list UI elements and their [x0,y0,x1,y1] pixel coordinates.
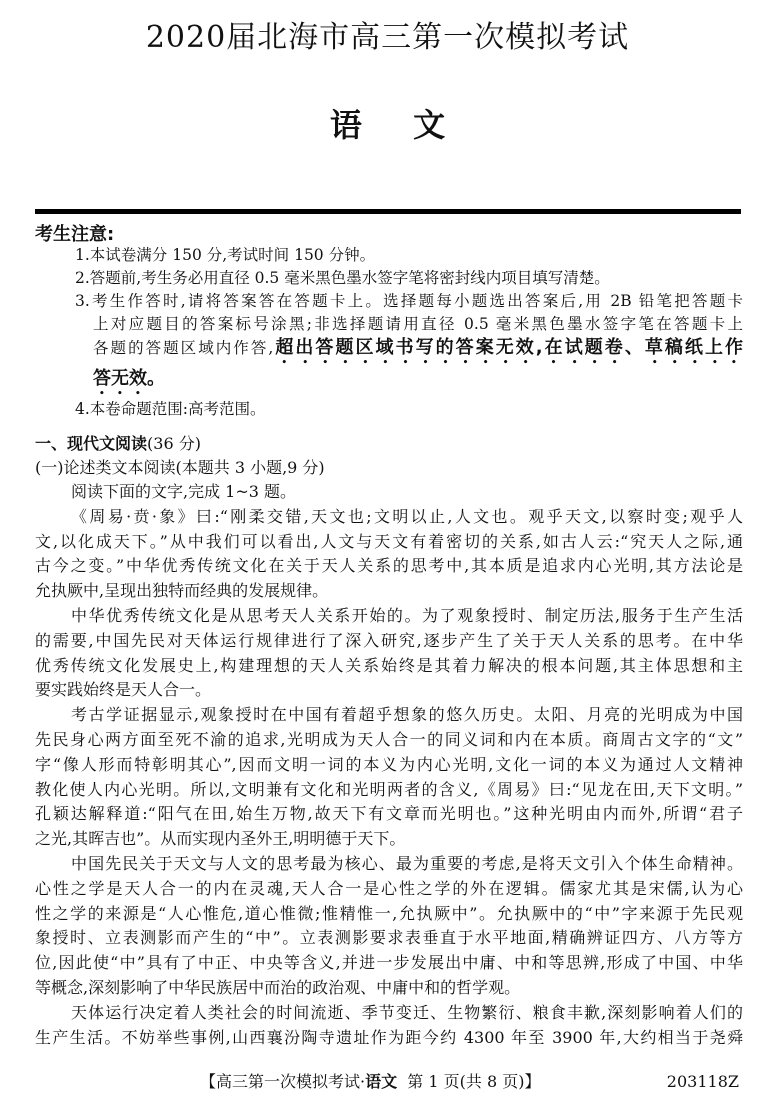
paragraph-line: 性之学的来源是“人心惟危,道心惟微;惟精惟一,允执厥中”。允执厥中的“中”字来源于先民观 [35,903,743,923]
paragraph-line: 先民身心两方面至死不渝的追求,光明成为天人合一的同义词和内在本质。商周古文字的“文” [35,729,743,749]
paragraph-line: 心性之学是天人合一的内在灵魂,天人合一是心性之学的外在逻辑。儒家尤其是宋儒,认为心 [35,878,743,898]
paragraph-line: 孔颖达解释道:“阳气在田,始生万物,故天下有文章而光明也。”这种光明由内而外,所谓“君子 [35,804,743,824]
paragraph-line: 中国先民关于天文与人文的思考最为核心、最为重要的考虑,是将天文引入个体生命精神。 [71,853,743,873]
page-footer [0,1070,775,1094]
subject-title: 语 文 [329,106,446,144]
paragraph-line: 生产生活。不妨举些事例,山西襄汾陶寺遗址作为距今约 4300 年至 3900 年,大约相当于尧舜 [35,1027,743,1047]
section-title: 一、现代文阅读 [35,434,148,453]
section-score: (36 分) [147,434,201,453]
footer-exam: 【高三第一次模拟考试· [200,1072,366,1091]
notice-line [75,336,743,367]
paragraph [35,505,743,604]
paragraph [35,1001,743,1051]
paragraph-line: 中华优秀传统文化是从思考天人关系开始的。为了观象授时、制定历法,服务于生产生活 [71,605,743,625]
exam-title: 2020届北海市高三第一次模拟考试 [145,20,630,55]
notice-line [75,367,743,398]
notice-line [75,244,743,267]
paragraph-line: 位,因此使“中”具有了中正、中央等含义,并进一步发展出中庸、中和等思辨,形成了中国、中华 [35,953,743,973]
paragraph [35,703,743,852]
notice-text: 上对应题目的答案标号涂黑;非选择题请用直径 0.5 毫米黑色墨水签字笔在答题卡上 [93,315,743,333]
notice-line [75,290,743,313]
notice-list [75,244,743,421]
paragraph-line: 字“像人形而特彰明其心”,因而文明一词的本义为内心光明,文化一词的本义为通过人文精神 [35,754,743,774]
footer-info [200,1070,540,1094]
notice-heading: 考生注意: [35,224,115,245]
paragraph-line: 优秀传统文化发展史上,构建理想的天人关系始终是其着力解决的根本问题,其主体思想和主 [35,655,743,675]
notice-text: 3.考生作答时,请将答案答在答题卡上。选择题每小题选出答案后,用 2B 铅笔把答题卡 [75,292,743,310]
paragraph-line: 《周易·贲·象》曰:“刚柔交错,天文也;文明以止,人文也。观乎天文,以察时变;观乎人 [71,506,743,526]
paragraph-line: 古今之变。”中华优秀传统文化在关于天人关系的思考中,其本质是追求内心光明,其方法论是 [35,556,743,576]
paragraph [35,604,743,703]
instruction: 阅读下面的文字,完成 1~3 题。 [71,482,297,501]
paragraph-line: 等概念,深刻影响了中华民族居中而治的政治观、中庸中和的哲学观。 [35,977,521,997]
emphasized-text: 答无效。 [93,368,165,389]
emphasized-text: 超出答题区域书写的答案无效,在试题卷、草稿纸上作 [273,337,743,358]
notice-line [75,313,743,336]
reading-section [35,432,743,1050]
paragraph-line: 天体运行决定着人类社会的时间流逝、季节变迁、生物繁衍、粮食丰歉,深刻影响着人们的 [71,1002,743,1022]
paragraph-line: 考古学证据显示,观象授时在中国有着超乎想象的悠久历史。太阳、月亮的光明成为中国 [71,705,743,725]
footer-subject: 语文 [365,1072,398,1091]
sub-heading: (一)论述类文本阅读(本题共 3 小题,9 分) [35,458,325,477]
notice-line [75,398,743,421]
notice-text: 各题的答题区域内作答, [93,339,274,357]
notice-text: 4.本卷命题范围:高考范围。 [75,400,266,418]
paragraph-line: 允执厥中,呈现出独特而经典的发展规律。 [35,581,329,601]
paragraph [35,852,743,1001]
paragraph-line: 要实践始终是天人合一。 [35,680,212,700]
notice-text: 2.答题前,考生务必用直径 0.5 毫米黑色墨水签字笔将密封线内项目填写清楚。 [75,269,610,287]
header-divider [35,209,741,214]
paragraph-line: 之光,其晖吉也”。从而实现内圣外王,明明德于天下。 [35,829,406,849]
footer-code: 203118Z [666,1072,739,1091]
footer-page: 第 1 页(共 8 页)】 [407,1072,541,1091]
notice-text: 1.本试卷满分 150 分,考试时间 150 分钟。 [75,246,376,264]
paragraph-line: 的需要,中国先民对天体运行规律进行了深入研究,逐步产生了关于天人关系的思考。在中华 [35,630,743,650]
paragraph-line: 象授时、立表测影而产生的“中”。立表测影要求表垂直于水平地面,精确辨证四方、八方等方 [35,928,743,948]
section-heading [35,432,743,456]
paragraph-line: 文,以化成天下。”从中我们可以看出,人文与天文有着密切的关系,如古人云:“究天人之际,通 [35,531,743,551]
notice-line [75,267,743,290]
paragraph-line: 教化使人内心光明。所以,文明兼有文化和光明两者的含义,《周易》曰:“见龙在田,天下文明。” [35,779,743,799]
